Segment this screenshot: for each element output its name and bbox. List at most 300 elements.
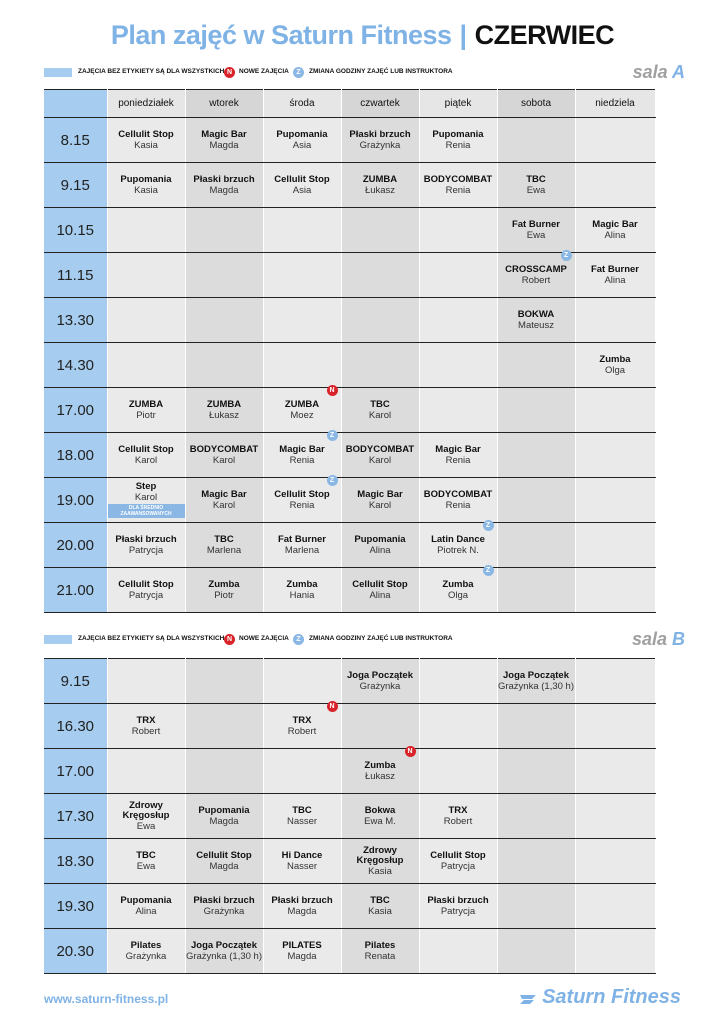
empty-cell <box>497 929 575 974</box>
empty-cell <box>263 749 341 794</box>
class-name: Pupomania <box>354 533 406 545</box>
instructor-name: Patrycja <box>128 544 164 556</box>
class-name: BODYCOMBAT <box>423 488 493 500</box>
hall-letter: B <box>672 629 685 649</box>
class-entry <box>498 208 575 252</box>
class-cell[interactable] <box>107 794 185 839</box>
class-cell[interactable] <box>263 523 341 568</box>
class-name: Fat Burner <box>277 533 327 545</box>
new-badge-icon: N <box>405 746 416 757</box>
instructor-name: Patrycja <box>440 860 476 872</box>
class-entry <box>420 478 497 522</box>
class-entry <box>108 478 185 522</box>
class-cell[interactable] <box>107 884 185 929</box>
instructor-name: Łukasz <box>364 184 396 196</box>
class-cell[interactable] <box>341 568 419 613</box>
class-name: Zumba <box>364 759 396 771</box>
class-name: Magic Bar <box>435 443 481 455</box>
class-entry <box>264 884 341 928</box>
instructor-name: Alina <box>135 905 157 917</box>
class-entry <box>342 118 419 162</box>
class-name: Hi Dance <box>281 849 323 861</box>
title-month: CZERWIEC <box>474 20 615 50</box>
class-entry <box>342 523 419 567</box>
class-cell[interactable] <box>419 433 497 478</box>
class-cell[interactable] <box>263 163 341 208</box>
time-cell: 10.15 <box>44 208 107 253</box>
class-entry <box>186 568 263 612</box>
class-cell[interactable] <box>419 478 497 523</box>
class-entry <box>108 388 185 432</box>
class-name: Pilates <box>130 939 162 951</box>
new-badge-icon: N <box>327 701 338 712</box>
instructor-name: Olga <box>604 364 626 376</box>
instructor-name: Alina <box>604 229 626 241</box>
class-name: Pilates <box>364 939 396 951</box>
table-row <box>44 749 655 794</box>
class-entry <box>498 298 575 342</box>
class-name: Płaski brzuch <box>193 894 255 906</box>
time-cell: 13.30 <box>44 298 107 343</box>
class-cell[interactable] <box>185 568 263 613</box>
instructor-name: Magda <box>209 184 239 196</box>
class-cell[interactable] <box>575 253 655 298</box>
class-cell[interactable] <box>107 388 185 433</box>
instructor-name: Grażynka <box>359 139 401 151</box>
instructor-name: Alina <box>604 274 626 286</box>
class-cell[interactable] <box>341 163 419 208</box>
time-cell: 17.00 <box>44 749 107 794</box>
class-cell[interactable] <box>185 523 263 568</box>
class-entry <box>420 794 497 838</box>
header-day: niedziela <box>575 90 655 118</box>
class-name: Pupomania <box>198 804 250 816</box>
empty-cell <box>575 298 655 343</box>
legend-all-label: ZAJĘCIA BEZ ETYKIETY SĄ DLA WSZYSTKICH <box>78 635 225 642</box>
class-cell[interactable] <box>419 839 497 884</box>
class-entry <box>576 253 655 297</box>
class-cell[interactable] <box>263 433 341 478</box>
empty-cell <box>497 839 575 884</box>
legend-b <box>44 634 524 646</box>
class-name: Joga Początek <box>347 669 413 681</box>
instructor-name: Karol <box>212 454 236 466</box>
empty-cell <box>575 884 655 929</box>
class-entry <box>342 388 419 432</box>
class-cell[interactable] <box>185 478 263 523</box>
class-name: Cellulit Stop <box>352 578 408 590</box>
legend-a <box>44 67 524 79</box>
table-row <box>44 208 655 253</box>
class-cell[interactable] <box>341 118 419 163</box>
class-entry <box>420 568 497 612</box>
instructor-name: Renia <box>445 184 471 196</box>
time-cell: 11.15 <box>44 253 107 298</box>
instructor-name: Hania <box>289 589 315 601</box>
instructor-name: Renia <box>289 499 315 511</box>
empty-cell <box>263 253 341 298</box>
class-cell[interactable] <box>185 839 263 884</box>
class-name: Magic Bar <box>201 488 247 500</box>
empty-cell <box>107 208 185 253</box>
time-cell: 19.00 <box>44 478 107 523</box>
instructor-name: Renia <box>445 139 471 151</box>
header-day: wtorek <box>185 90 263 118</box>
instructor-name: Magda <box>209 815 239 827</box>
instructor-name: Ewa M. <box>364 815 396 827</box>
class-cell[interactable] <box>185 794 263 839</box>
legend-change-label: ZMIANA GODZINY ZAJĘĆ LUB INSTRUKTORA <box>309 68 453 75</box>
instructor-name: Moez <box>290 409 314 421</box>
class-entry <box>342 749 419 793</box>
time-cell: 8.15 <box>44 118 107 163</box>
class-cell[interactable] <box>341 388 419 433</box>
class-cell[interactable] <box>107 839 185 884</box>
instructor-name: Nasser <box>286 860 318 872</box>
title-main: Plan zajęć w Saturn Fitness <box>110 20 452 50</box>
empty-cell <box>419 208 497 253</box>
class-entry <box>108 523 185 567</box>
class-entry <box>264 929 341 973</box>
table-row <box>44 343 655 388</box>
instructor-name: Kasia <box>134 139 158 151</box>
class-name: TRX <box>448 804 468 816</box>
empty-cell <box>107 298 185 343</box>
class-entry <box>420 163 497 207</box>
legend-all-label: ZAJĘCIA BEZ ETYKIETY SĄ DLA WSZYSTKICH <box>78 68 225 75</box>
class-entry <box>420 523 497 567</box>
class-cell[interactable] <box>107 704 185 749</box>
class-entry <box>264 523 341 567</box>
empty-cell <box>263 343 341 388</box>
empty-cell <box>263 298 341 343</box>
class-name: Magic Bar <box>279 443 325 455</box>
class-cell[interactable] <box>419 884 497 929</box>
instructor-name: Karol <box>368 454 392 466</box>
header-day: czwartek <box>341 90 419 118</box>
class-entry <box>264 478 341 522</box>
class-cell[interactable] <box>263 568 341 613</box>
class-entry <box>186 794 263 838</box>
class-entry <box>342 568 419 612</box>
table-row <box>44 118 655 163</box>
class-entry <box>264 794 341 838</box>
class-entry <box>498 659 575 703</box>
class-name: Zdrowy Kręgosłup <box>356 844 404 866</box>
time-cell: 19.30 <box>44 884 107 929</box>
empty-cell <box>575 523 655 568</box>
class-name: Pupomania <box>432 128 484 140</box>
new-badge-icon: N <box>224 67 235 78</box>
class-cell[interactable] <box>185 163 263 208</box>
empty-cell <box>107 659 185 704</box>
class-cell[interactable] <box>263 839 341 884</box>
instructor-name: Grażynka <box>125 950 167 962</box>
table-row <box>44 839 655 884</box>
empty-cell <box>419 253 497 298</box>
table-row <box>44 884 655 929</box>
instructor-name: Robert <box>521 274 551 286</box>
empty-cell <box>185 208 263 253</box>
time-cell: 16.30 <box>44 704 107 749</box>
header-day: poniedziałek <box>107 90 185 118</box>
class-entry <box>108 163 185 207</box>
table-row <box>44 388 655 433</box>
time-cell: 17.00 <box>44 388 107 433</box>
empty-cell <box>185 298 263 343</box>
class-name: Płaski brzuch <box>349 128 411 140</box>
class-cell[interactable] <box>107 523 185 568</box>
instructor-name: Patrycja <box>128 589 164 601</box>
class-name: Step <box>135 481 157 492</box>
class-name: Pupomania <box>276 128 328 140</box>
class-cell[interactable] <box>341 794 419 839</box>
class-name: Joga Początek <box>503 669 569 681</box>
empty-cell <box>185 659 263 704</box>
empty-cell <box>107 749 185 794</box>
class-name: Joga Początek <box>191 939 257 951</box>
class-entry <box>420 118 497 162</box>
class-name: Fat Burner <box>590 263 640 275</box>
class-entry <box>342 433 419 477</box>
class-cell[interactable] <box>107 163 185 208</box>
instructor-name: Renia <box>445 499 471 511</box>
schedule-table-b <box>44 658 656 974</box>
class-entry <box>264 433 341 477</box>
class-entry <box>342 478 419 522</box>
class-cell[interactable] <box>497 163 575 208</box>
class-name: Płaski brzuch <box>271 894 333 906</box>
empty-cell <box>497 568 575 613</box>
empty-cell <box>419 704 497 749</box>
class-entry <box>576 343 655 387</box>
change-badge-icon: Z <box>293 634 304 645</box>
instructor-name: Robert <box>287 725 317 737</box>
class-entry <box>420 433 497 477</box>
empty-cell <box>419 298 497 343</box>
class-name: ZUMBA <box>128 398 164 410</box>
empty-cell <box>341 298 419 343</box>
empty-cell <box>419 929 497 974</box>
instructor-name: Renata <box>364 950 396 962</box>
class-name: BODYCOMBAT <box>345 443 415 455</box>
header-day: piątek <box>419 90 497 118</box>
table-row <box>44 929 655 974</box>
class-entry <box>576 208 655 252</box>
class-cell[interactable] <box>419 568 497 613</box>
empty-cell <box>185 749 263 794</box>
table-row <box>44 659 655 704</box>
class-cell[interactable] <box>341 929 419 974</box>
class-cell[interactable] <box>263 388 341 433</box>
class-name: Zumba <box>208 578 240 590</box>
class-cell[interactable] <box>341 659 419 704</box>
instructor-name: Kasia <box>368 905 392 917</box>
class-cell[interactable] <box>263 794 341 839</box>
class-name: BODYCOMBAT <box>423 173 493 185</box>
class-entry <box>108 929 185 973</box>
class-cell[interactable] <box>263 478 341 523</box>
empty-cell <box>107 343 185 388</box>
instructor-name: Karol <box>212 499 236 511</box>
empty-cell <box>575 478 655 523</box>
class-entry <box>186 929 263 973</box>
instructor-name: Grażynka (1,30 h) <box>185 950 263 962</box>
class-cell[interactable] <box>341 884 419 929</box>
class-name: Zumba <box>286 578 318 590</box>
class-cell[interactable] <box>263 929 341 974</box>
class-cell[interactable] <box>185 388 263 433</box>
table-row <box>44 298 655 343</box>
class-cell[interactable] <box>419 163 497 208</box>
legend-change-label: ZMIANA GODZINY ZAJĘĆ LUB INSTRUKTORA <box>309 635 453 642</box>
instructor-name: Grażynka <box>359 680 401 692</box>
class-cell[interactable] <box>185 884 263 929</box>
instructor-name: Ewa <box>526 229 546 241</box>
class-cell[interactable] <box>497 253 575 298</box>
instructor-name: Asia <box>292 184 312 196</box>
class-cell[interactable] <box>185 118 263 163</box>
header-day: środa <box>263 90 341 118</box>
class-cell[interactable] <box>575 343 655 388</box>
empty-cell <box>419 388 497 433</box>
class-cell[interactable] <box>341 433 419 478</box>
class-cell[interactable] <box>263 118 341 163</box>
empty-cell <box>497 884 575 929</box>
page-title <box>0 20 725 51</box>
class-cell[interactable] <box>341 839 419 884</box>
class-entry <box>108 794 185 838</box>
class-entry <box>186 118 263 162</box>
class-entry <box>186 839 263 883</box>
change-badge-icon: Z <box>483 520 494 531</box>
class-entry <box>342 794 419 838</box>
table-row <box>44 433 655 478</box>
class-cell[interactable] <box>263 884 341 929</box>
class-cell[interactable] <box>419 794 497 839</box>
class-name: TBC <box>292 804 312 816</box>
class-entry <box>342 839 419 883</box>
instructor-name: Olga <box>447 589 469 601</box>
class-cell[interactable] <box>263 704 341 749</box>
class-cell[interactable] <box>419 118 497 163</box>
empty-cell <box>341 208 419 253</box>
class-name: BODYCOMBAT <box>189 443 259 455</box>
empty-cell <box>341 343 419 388</box>
change-badge-icon: Z <box>561 250 572 261</box>
table-row <box>44 523 655 568</box>
class-cell[interactable] <box>497 659 575 704</box>
hall-b-label <box>632 629 685 650</box>
class-entry <box>264 704 341 748</box>
class-entry <box>264 568 341 612</box>
class-entry <box>264 839 341 883</box>
class-name: Cellulit Stop <box>274 488 330 500</box>
class-cell[interactable] <box>107 568 185 613</box>
class-name: CROSSCAMP <box>505 263 567 275</box>
class-cell[interactable] <box>185 929 263 974</box>
class-cell[interactable] <box>107 118 185 163</box>
empty-cell <box>497 704 575 749</box>
empty-cell <box>497 749 575 794</box>
class-name: Cellulit Stop <box>118 578 174 590</box>
class-name: Zdrowy Kręgosłup <box>122 799 170 821</box>
class-name: TRX <box>136 714 156 726</box>
class-entry <box>264 163 341 207</box>
hall-label-text: sala <box>631 629 667 649</box>
class-name: TBC <box>370 894 390 906</box>
class-name: BOKWA <box>517 308 555 320</box>
empty-cell <box>575 163 655 208</box>
table-row <box>44 253 655 298</box>
class-cell[interactable] <box>575 208 655 253</box>
class-cell[interactable] <box>419 523 497 568</box>
class-name: TRX <box>292 714 312 726</box>
class-cell[interactable] <box>107 929 185 974</box>
class-entry <box>108 568 185 612</box>
empty-cell <box>185 253 263 298</box>
class-name: Płaski brzuch <box>427 894 489 906</box>
class-cell[interactable] <box>107 478 185 523</box>
class-cell[interactable] <box>341 478 419 523</box>
class-name: TBC <box>136 849 156 861</box>
instructor-name: Grażynka <box>203 905 245 917</box>
class-entry <box>498 253 575 297</box>
time-cell: 14.30 <box>44 343 107 388</box>
instructor-name: Alina <box>369 544 391 556</box>
instructor-name: Mateusz <box>518 319 554 331</box>
class-cell[interactable] <box>185 433 263 478</box>
instructor-name: Magda <box>209 139 239 151</box>
instructor-name: Ewa <box>136 860 156 872</box>
class-name: Magic Bar <box>357 488 403 500</box>
saturn-logo <box>518 986 681 1009</box>
class-cell[interactable] <box>341 749 419 794</box>
class-entry <box>342 163 419 207</box>
header-time-cell <box>44 90 107 118</box>
time-cell: 20.00 <box>44 523 107 568</box>
empty-cell <box>497 388 575 433</box>
instructor-name: Łukasz <box>364 770 396 782</box>
time-cell: 9.15 <box>44 163 107 208</box>
empty-cell <box>575 118 655 163</box>
legend-swatch <box>44 68 72 77</box>
class-cell[interactable] <box>497 298 575 343</box>
class-name: Cellulit Stop <box>274 173 330 185</box>
level-tag: DLA ŚREDNIO ZAAWANSOWANYCH <box>108 504 185 518</box>
empty-cell <box>185 704 263 749</box>
footer-url[interactable]: www.saturn-fitness.pl <box>44 992 169 1006</box>
class-cell[interactable] <box>497 208 575 253</box>
hall-letter: A <box>672 62 685 82</box>
class-entry <box>264 118 341 162</box>
instructor-name: Grażynka (1,30 h) <box>497 680 575 692</box>
table-row <box>44 794 655 839</box>
class-entry <box>108 839 185 883</box>
instructor-name: Renia <box>445 454 471 466</box>
empty-cell <box>575 929 655 974</box>
empty-cell <box>575 749 655 794</box>
class-name: TBC <box>370 398 390 410</box>
class-entry <box>420 884 497 928</box>
class-name: Cellulit Stop <box>118 443 174 455</box>
instructor-name: Kasia <box>368 865 392 877</box>
class-cell[interactable] <box>107 433 185 478</box>
class-cell[interactable] <box>341 523 419 568</box>
instructor-name: Renia <box>289 454 315 466</box>
class-entry <box>342 884 419 928</box>
class-entry <box>342 929 419 973</box>
